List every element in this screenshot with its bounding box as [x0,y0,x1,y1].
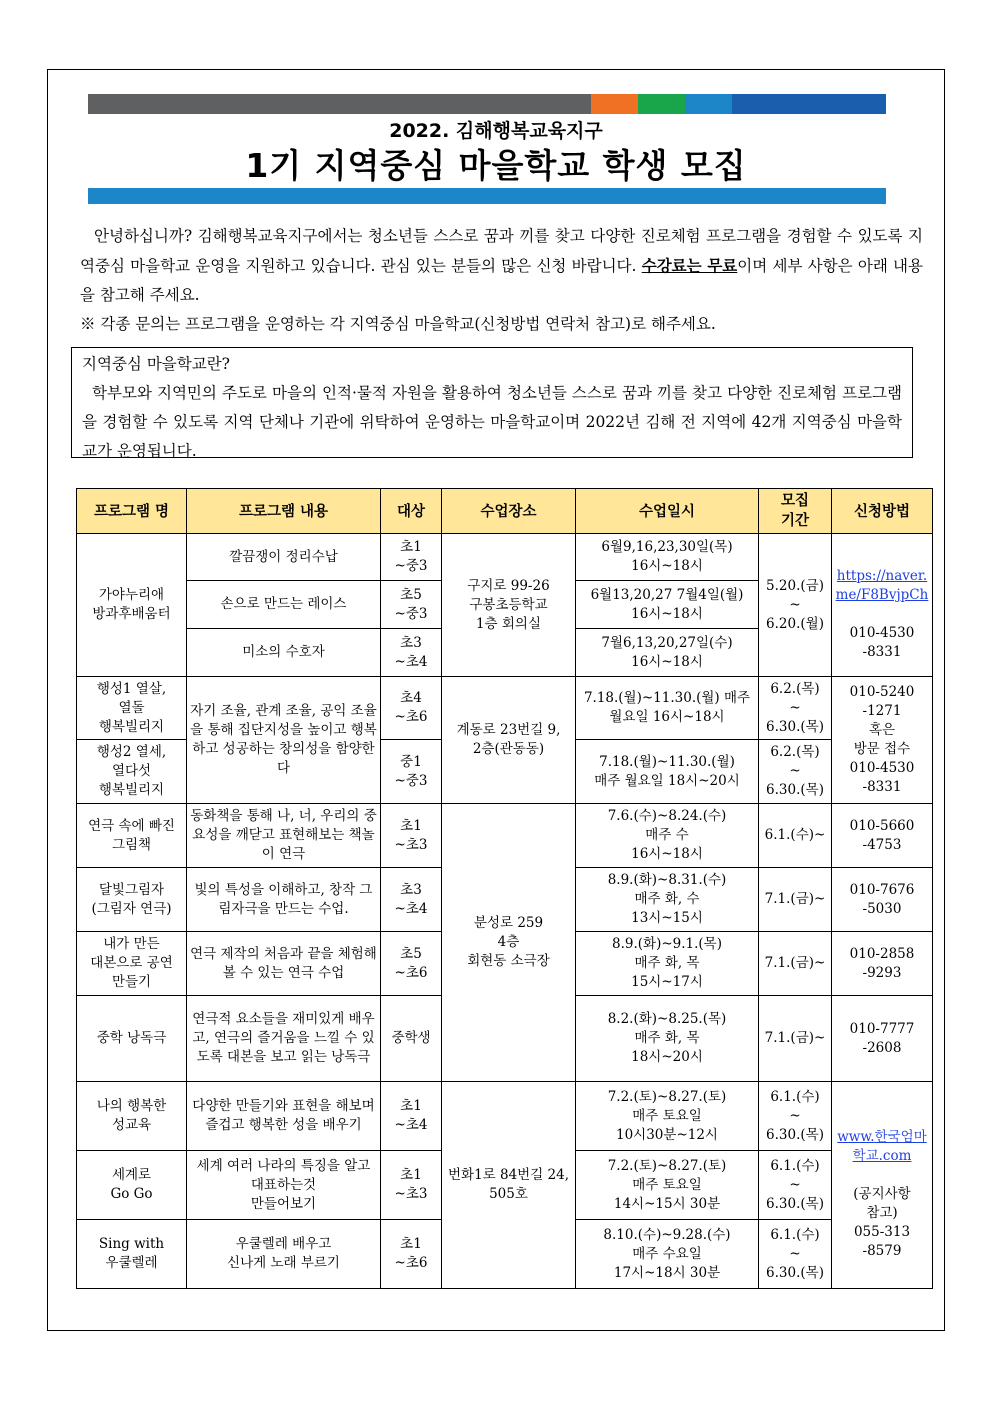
program-period: 5.20.(금) ~ 6.20.(월) [759,534,832,677]
header-program-content: 프로그램 내용 [187,489,381,534]
header-color-bar [88,94,886,114]
intro-section [80,222,923,339]
header-target: 대상 [381,489,442,534]
program-apply [832,534,933,677]
table-row [77,1082,933,1151]
program-target: 초1 ~초3 [381,804,442,868]
intro-text: 안녕하십니까? 김해행복교육지구에서는 청소년들 스스로 꿈과 끼를 찾고 다양한 진로체험 프로그램을 경험할 수 있도록 지역중심 마을학교 운영을 지원하고 있습니다. 관심 있는 분들의 많은 신청 바랍니다. [80,227,923,275]
intro-text-end: 이며 세부 사항은 아래 내용을 참고해 주세요. [80,257,923,304]
program-apply: 010-2858 -9293 [832,932,933,996]
program-period: 6.2.(목) ~ 6.30.(목) [759,677,832,740]
program-time: 7.18.(월)~11.30.(월) 매주 월요일 18시~20시 [576,740,759,804]
program-content: 깔끔쟁이 정리수납 [187,534,381,581]
program-name: 행성1 열살, 열돌 행복빌리지 [77,677,187,740]
header-place: 수업장소 [442,489,576,534]
apply-phone: (공지사항 참고) 055-313 -8579 [853,1186,911,1259]
program-name: 내가 만든 대본으로 공연 만들기 [77,932,187,996]
header-period: 모집 기간 [759,489,832,534]
program-target: 초3 ~초4 [381,629,442,677]
program-period: 6.1.(수) ~ 6.30.(목) [759,1220,832,1289]
program-period: 7.1.(금)~ [759,932,832,996]
program-apply [832,1082,933,1289]
program-name: 세계로 Go Go [77,1151,187,1220]
program-target: 중학생 [381,996,442,1082]
program-target: 초5 ~초6 [381,932,442,996]
program-name: 가야누리애 방과후배움터 [77,534,187,677]
program-target: 중1 ~중3 [381,740,442,804]
header-time: 수업일시 [576,489,759,534]
apply-link[interactable]: https://naver.me/F8BvjpCh [835,568,929,603]
program-apply: 010-7777 -2608 [832,996,933,1082]
program-time: 7.6.(수)~8.24.(수) 매주 수 16시~18시 [576,804,759,868]
program-period: 6.2.(목) ~ 6.30.(목) [759,740,832,804]
program-name: 연극 속에 빠진 그림책 [77,804,187,868]
program-time: 7.18.(월)~11.30.(월) 매주 월요일 16시~18시 [576,677,759,740]
program-target: 초1 ~초4 [381,1082,442,1151]
program-apply: 010-7676 -5030 [832,868,933,932]
free-tuition-text: 수강료는 무료 [641,256,738,275]
program-content: 미소의 수호자 [187,629,381,677]
program-content: 연극적 요소들을 재미있게 배우고, 연극의 즐거움을 느낄 수 있도록 대본을 보고 읽는 낭독극 [187,996,381,1082]
program-time: 8.10.(수)~9.28.(수) 매주 수요일 17시~18시 30분 [576,1220,759,1289]
intro-note: ※ 각종 문의는 프로그램을 운영하는 각 지역중심 마을학교(신청방법 연락처 참고)로 해주세요. [80,315,716,333]
program-place: 분성로 259 4층 회현동 소극장 [442,804,576,1082]
program-time: 8.9.(화)~9.1.(목) 매주 화, 목 15시~17시 [576,932,759,996]
program-target: 초1 ~중3 [381,534,442,581]
program-content: 자기 조율, 관계 조율, 공익 조율을 통해 집단지성을 높이고 행복하고 성공하는 창의성을 함양한다 [187,677,381,804]
program-time: 8.2.(화)~8.25.(목) 매주 화, 목 18시~20시 [576,996,759,1082]
definition-heading: 지역중심 마을학교란? [82,355,230,373]
intro-paragraph [80,222,923,310]
table-row [77,677,933,740]
program-place: 계동로 23번길 9, 2층(관동동) [442,677,576,804]
program-period: 6.1.(수)~ [759,804,832,868]
program-place: 구지로 99-26 구봉초등학교 1층 회의실 [442,534,576,677]
program-name: 나의 행복한 성교육 [77,1082,187,1151]
program-time: 7월6,13,20,27일(수) 16시~18시 [576,629,759,677]
header-program-name: 프로그램 명 [77,489,187,534]
program-time: 6월13,20,27 7월4일(월) 16시~18시 [576,581,759,629]
table-header-row [77,489,933,534]
program-name: Sing with 우쿨렐레 [77,1220,187,1289]
table-row [77,804,933,868]
header-underline-bar [88,188,886,204]
definition-body: 학부모와 지역민의 주도로 마을의 인적·물적 자원을 활용하여 청소년들 스스로 꿈과 끼를 찾고 다양한 진로체험 프로그램을 경험할 수 있도록 지역 단체나 기관에 위탁하여 운영하는 마을학교이며 2022년 김해 전 지역에 42개 지역중심 마을학교가 운영됩니다. [82,384,902,460]
program-content: 연극 제작의 처음과 끝을 체험해 볼 수 있는 연극 수업 [187,932,381,996]
program-period: 7.1.(금)~ [759,996,832,1082]
program-time: 7.2.(토)~8.27.(토) 매주 토요일 10시30분~12시 [576,1082,759,1151]
program-name: 달빛그림자 (그림자 연극) [77,868,187,932]
program-period: 6.1.(수) ~ 6.30.(목) [759,1082,832,1151]
definition-box [71,347,913,458]
program-content: 손으로 만드는 레이스 [187,581,381,629]
program-target: 초3 ~초4 [381,868,442,932]
page-subtitle: 2022. 김해행복교육지구 [389,120,603,142]
table-row [77,534,933,581]
program-period: 6.1.(수) ~ 6.30.(목) [759,1151,832,1220]
program-target: 초1 ~초3 [381,1151,442,1220]
program-time: 6월9,16,23,30일(목) 16시~18시 [576,534,759,581]
program-target: 초1 ~초6 [381,1220,442,1289]
program-content: 세계 여러 나라의 특징을 알고 대표하는것 만들어보기 [187,1151,381,1220]
program-period: 7.1.(금)~ [759,868,832,932]
apply-phone: 010-4530 -8331 [849,625,915,660]
program-name: 행성2 열세, 열다섯 행복빌리지 [77,740,187,804]
page-title: 1기 지역중심 마을학교 학생 모집 [245,146,747,185]
program-target: 초4 ~초6 [381,677,442,740]
program-table [76,488,933,1289]
program-content: 빛의 특성을 이해하고, 창작 그림자극을 만드는 수업. [187,868,381,932]
apply-link[interactable]: www.한국엄마학교.com [837,1129,927,1164]
program-place: 번화1로 84번길 24, 505호 [442,1082,576,1289]
header-apply: 신청방법 [832,489,933,534]
program-time: 8.9.(화)~8.31.(수) 매주 화, 수 13시~15시 [576,868,759,932]
program-content: 다양한 만들기와 표현을 해보며 즐겁고 행복한 성을 배우기 [187,1082,381,1151]
program-content: 동화책을 통해 나, 너, 우리의 중요성을 깨닫고 표현해보는 책놀이 연극 [187,804,381,868]
program-content: 우쿨렐레 배우고 신나게 노래 부르기 [187,1220,381,1289]
program-time: 7.2.(토)~8.27.(토) 매주 토요일 14시~15시 30분 [576,1151,759,1220]
program-apply: 010-5240 -1271 혹은 방문 접수 010-4530 -8331 [832,677,933,804]
program-name: 중학 낭독극 [77,996,187,1082]
program-target: 초5 ~중3 [381,581,442,629]
program-apply: 010-5660 -4753 [832,804,933,868]
